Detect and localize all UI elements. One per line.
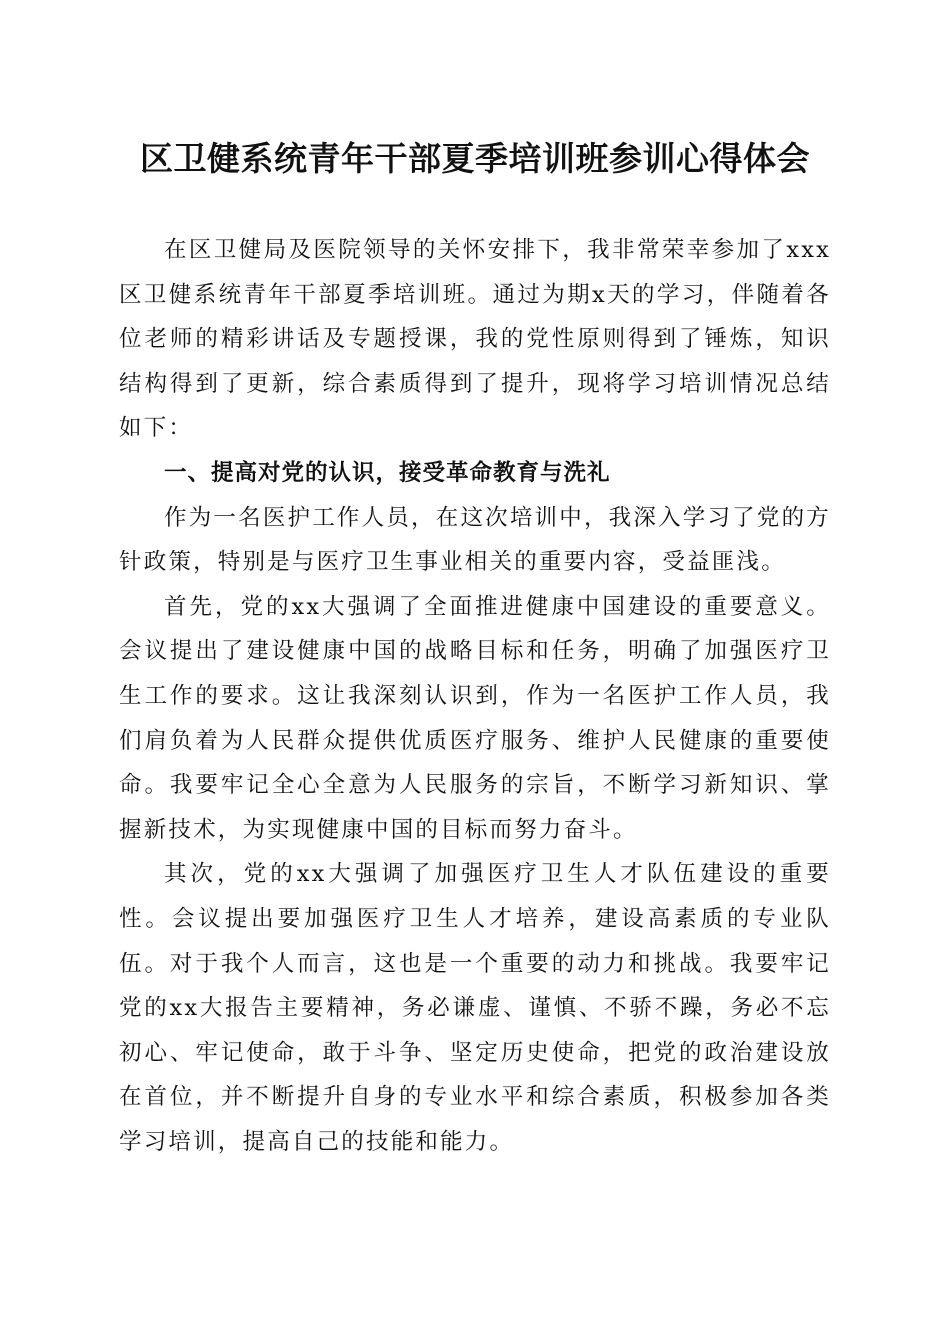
document-title: 区卫健系统青年干部夏季培训班参训心得体会	[140, 139, 810, 178]
section1-paragraph-2: 首先，党的xx大强调了全面推进健康中国建设的重要意义。会议提出了建设健康中国的战略目标和任务，明确了加强医疗卫生工作的要求。这让我深刻认识到，作为一名医护工作人员，我们肩负着为人民群众提供优质医疗服务、维护人民健康的重要使命。我要牢记全心全意为人民服务的宗旨，不断学习新知识、掌握新技术，为实现健康中国的目标而努力奋斗。	[119, 593, 831, 843]
section1-paragraph-3: 其次，党的xx大强调了加强医疗卫生人才队伍建设的重要性。会议提出要加强医疗卫生人才培养，建设高素质的专业队伍。对于我个人而言，这也是一个重要的动力和挑战。我要牢记党的xx大报告主要精神，务必谦虚、谨慎、不骄不躁，务必不忘初心、牢记使命，敢于斗争、坚定历史使命，把党的政治建设放在首位，并不断提升自身的专业水平和综合素质，积极参加各类学习培训，提高自己的技能和能力。	[119, 861, 831, 1155]
section1-paragraph-1: 作为一名医护工作人员，在这次培训中，我深入学习了党的方针政策，特别是与医疗卫生事业相关的重要内容，受益匪浅。	[119, 504, 831, 576]
section-heading-1: 一、提高对党的认识，接受革命教育与洗礼	[164, 459, 611, 486]
document-body	[119, 228, 831, 1164]
intro-paragraph: 在区卫健局及医院领导的关怀安排下，我非常荣幸参加了xxx区卫健系统青年干部夏季培训班。通过为期x天的学习，伴随着各位老师的精彩讲话及专题授课，我的党性原则得到了锤炼，知识结构得到了更新，综合素质得到了提升，现将学习培训情况总结如下：	[119, 237, 831, 442]
